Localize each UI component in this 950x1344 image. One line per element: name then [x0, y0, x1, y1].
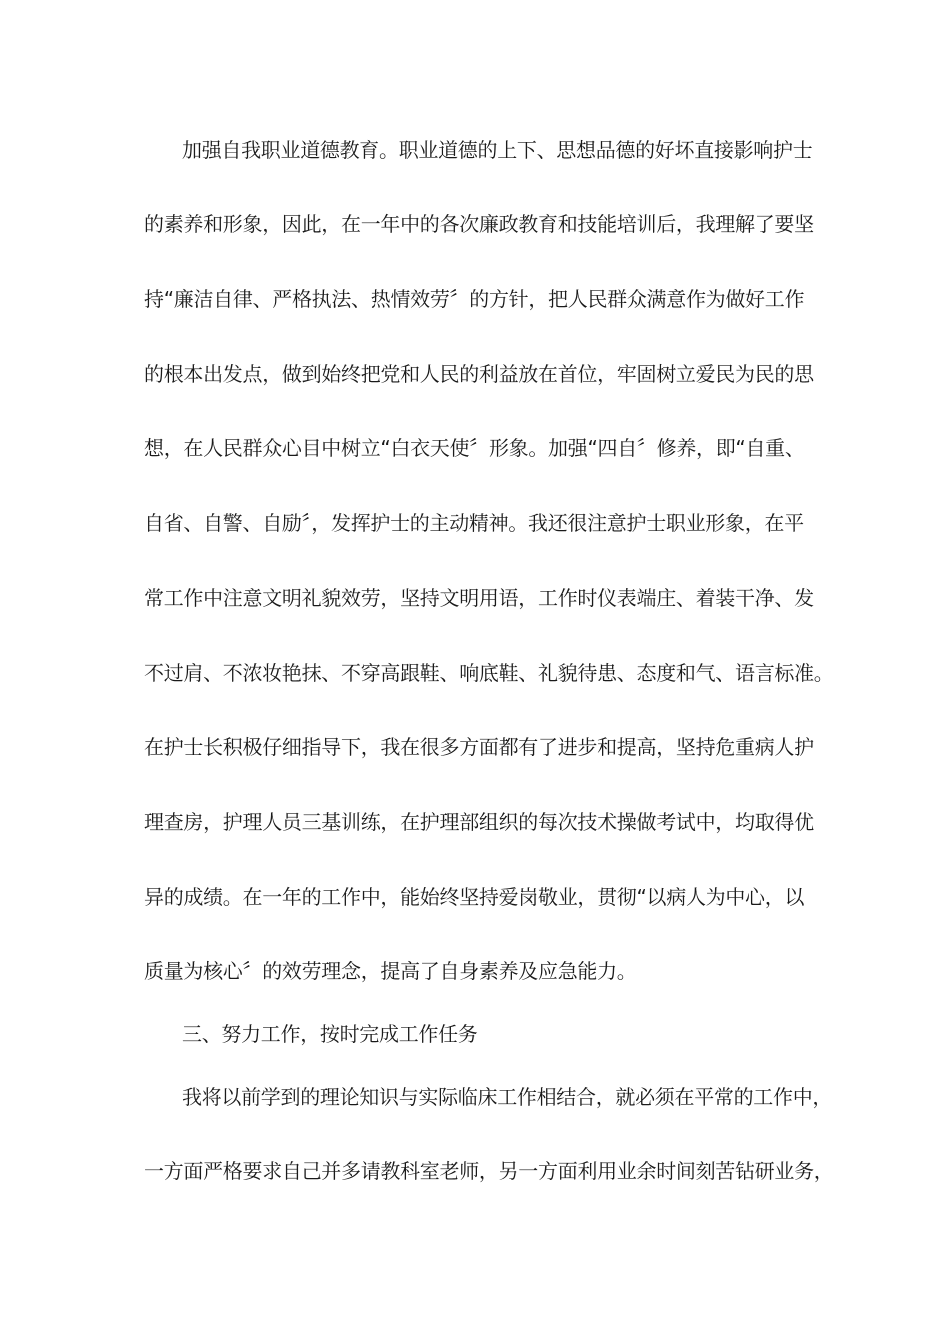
paragraph-2-line-2: 一方面严格要求自己并多请教科室老师，另一方面利用业余时间刻苦钻研业务， — [144, 1159, 834, 1183]
paragraph-1-line-10: 理查房，护理人员三基训练，在护理部组织的每次技术操做考试中，均取得优 — [144, 810, 814, 834]
section-heading: 三、努力工作，按时完成工作任务 — [182, 1022, 478, 1046]
paragraph-1-line-1: 加强自我职业道德教育。职业道德的上下、思想品德的好坏直接影响护士 — [182, 138, 813, 162]
paragraph-1-line-8: 不过肩、不浓妆艳抹、不穿高跟鞋、响底鞋、礼貌待患、态度和气、语言标准。 — [144, 661, 834, 685]
paragraph-1-line-11: 异的成绩。在一年的工作中，能始终坚持爱岗敬业，贯彻“以病人为中心，以 — [144, 885, 805, 909]
paragraph-1-line-9: 在护士长积极仔细指导下，我在很多方面都有了进步和提高，坚持危重病人护 — [144, 735, 814, 759]
paragraph-1-line-12: 质量为核心〞的效劳理念，提高了自身素养及应急能力。 — [144, 959, 637, 983]
paragraph-1-line-6: 自省、自警、自励〞，发挥护士的主动精神。我还很注意护士职业形象，在平 — [144, 511, 804, 535]
paragraph-1-line-2: 的素养和形象，因此，在一年中的各次廉政教育和技能培训后，我理解了要坚 — [144, 212, 814, 236]
paragraph-2-line-1: 我将以前学到的理论知识与实际临床工作相结合，就必须在平常的工作中， — [182, 1085, 833, 1109]
paragraph-1-line-7: 常工作中注意文明礼貌效劳，坚持文明用语，工作时仪表端庄、着装干净、发 — [144, 586, 814, 610]
paragraph-1-line-3: 持“廉洁自律、严格执法、热情效劳〞的方针，把人民群众满意作为做好工作 — [144, 287, 805, 311]
paragraph-1-line-5: 想，在人民群众心目中树立“白衣天使〞形象。加强“四自〞修养，即“自重、 — [144, 436, 805, 460]
paragraph-1-line-4: 的根本出发点，做到始终把党和人民的利益放在首位，牢固树立爱民为民的思 — [144, 362, 814, 386]
